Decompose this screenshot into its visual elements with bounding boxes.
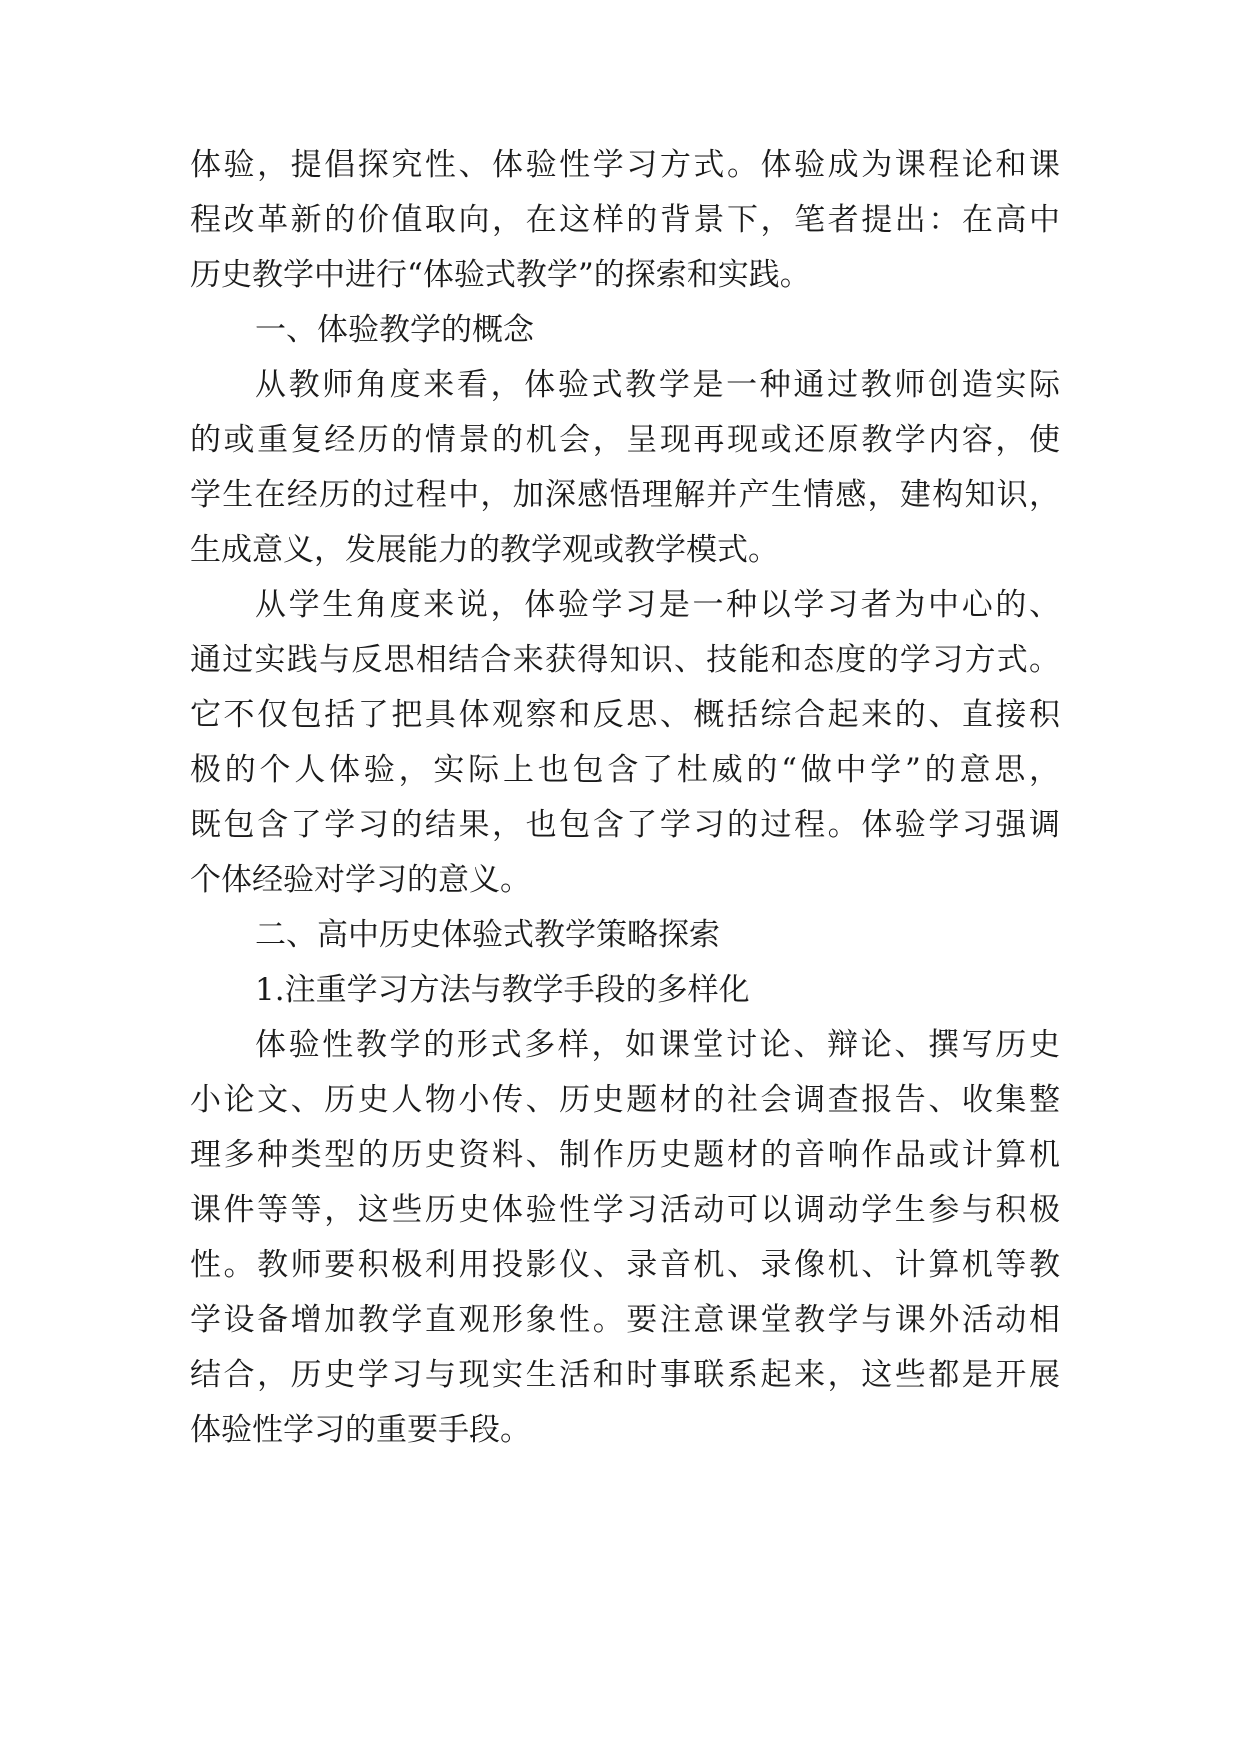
paragraph-line: 从学生角度来说，体验学习是一种以学习者为中心的、 bbox=[255, 587, 1060, 623]
paragraph-line: 结合，历史学习与现实生活和时事联系起来，这些都是开展 bbox=[190, 1357, 1060, 1393]
paragraph-line: 理多种类型的历史资料、制作历史题材的音响作品或计算机 bbox=[190, 1137, 1060, 1173]
paragraph-line: 体验性学习的重要手段。 bbox=[190, 1412, 531, 1448]
paragraph-line: 历史教学中进行“体验式教学”的探索和实践。 bbox=[190, 257, 811, 293]
paragraph-line: 学生在经历的过程中，加深感悟理解并产生情感，建构知识， bbox=[190, 477, 1060, 513]
paragraph-line: 它不仅包括了把具体观察和反思、概括综合起来的、直接积 bbox=[190, 697, 1060, 733]
paragraph-line: 生成意义，发展能力的教学观或教学模式。 bbox=[190, 532, 779, 568]
paragraph-line: 个体经验对学习的意义。 bbox=[190, 862, 531, 898]
paragraph-line: 程改革新的价值取向，在这样的背景下，笔者提出：在高中 bbox=[190, 202, 1060, 238]
paragraph-line: 的或重复经历的情景的机会，呈现再现或还原教学内容，使 bbox=[190, 422, 1060, 458]
paragraph-line: 课件等等，这些历史体验性学习活动可以调动学生参与积极 bbox=[190, 1192, 1060, 1228]
paragraph-line: 极的个人体验，实际上也包含了杜威的“做中学”的意思， bbox=[190, 752, 1060, 788]
paragraph-line: 从教师角度来看，体验式教学是一种通过教师创造实际 bbox=[255, 367, 1060, 403]
paragraph-line: 学设备增加教学直观形象性。要注意课堂教学与课外活动相 bbox=[190, 1302, 1060, 1338]
section-heading: 一、体验教学的概念 bbox=[255, 312, 534, 348]
paragraph-line: 既包含了学习的结果，也包含了学习的过程。体验学习强调 bbox=[190, 807, 1060, 843]
paragraph-line: 体验性教学的形式多样，如课堂讨论、辩论、撰写历史 bbox=[255, 1027, 1060, 1063]
paragraph-line: 通过实践与反思相结合来获得知识、技能和态度的学习方式。 bbox=[190, 642, 1060, 678]
paragraph-line: 小论文、历史人物小传、历史题材的社会调查报告、收集整 bbox=[190, 1082, 1060, 1118]
paragraph-line: 性。教师要积极利用投影仪、录音机、录像机、计算机等教 bbox=[190, 1247, 1060, 1283]
section-heading: 二、高中历史体验式教学策略探索 bbox=[255, 917, 720, 953]
paragraph-line: 体验，提倡探究性、体验性学习方式。体验成为课程论和课 bbox=[190, 147, 1060, 183]
subsection-heading: 1.注重学习方法与教学手段的多样化 bbox=[255, 972, 750, 1008]
